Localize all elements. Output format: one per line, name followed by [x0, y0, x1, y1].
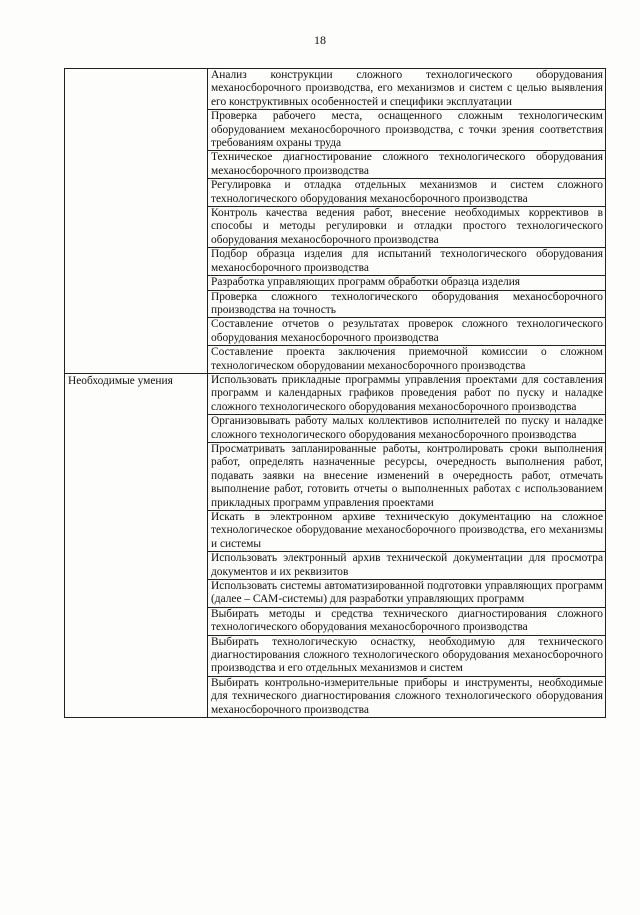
- requirement-item: Регулировка и отладка отдельных механизмов и систем сложного технологического оборудования механосборочного производства: [208, 179, 606, 207]
- requirement-item: Выбирать контрольно-измерительные приборы и инструменты, необходимые для технического диагностирования сложного технологического оборудования механосборочного производства: [208, 676, 606, 717]
- requirement-item: Контроль качества ведения работ, внесение необходимых коррективов в способы и методы регулировки и отладки простого технологического оборудования механосборочного производства: [208, 207, 606, 248]
- requirement-item: Проверка рабочего места, оснащенного сложным технологическим оборудованием механосборочного производства, с точки зрения соответствия требованиям охраны труда: [208, 110, 606, 151]
- requirement-item: Просматривать запланированные работы, контролировать сроки выполнения работ, определять назначенные ресурсы, очередность выполнения работ, подавать заявки на внесение изменений в очередность работ, отмечать выполнение работ, готовить отчеты о выполненных работах с использованием прикладных программ управления проектами: [208, 442, 606, 510]
- requirement-item: Использовать электронный архив технической документации для просмотра документов и их реквизитов: [208, 552, 606, 580]
- requirement-item: Использовать системы автоматизированной подготовки управляющих программ (далее – САМ-системы) для разработки управляющих программ: [208, 580, 606, 608]
- requirement-item: Использовать прикладные программы управления проектами для составления программ и календарных графиков проведения работ по пуску и наладке сложного технологического оборудования механосборочного производства: [208, 373, 606, 414]
- requirements-table-body: [65, 69, 606, 718]
- requirement-item: Подбор образца изделия для испытаний технологического оборудования механосборочного производства: [208, 248, 606, 276]
- requirement-item: Техническое диагностирование сложного технологического оборудования механосборочного производства: [208, 151, 606, 179]
- table-row: [65, 373, 606, 414]
- requirement-item: Составление проекта заключения приемочной комиссии о сложном технологическом оборудовании механосборочного производства: [208, 346, 606, 374]
- requirement-item: Составление отчетов о результатах проверок сложного технологического оборудования механосборочного производства: [208, 318, 606, 346]
- section-label: Необходимые умения: [68, 374, 173, 387]
- table-row: [65, 69, 606, 110]
- section-label-cell: [65, 373, 208, 717]
- requirement-item: Выбирать методы и средства технического диагностирования сложного технологического оборудования механосборочного производства: [208, 607, 606, 635]
- requirement-item: Разработка управляющих программ обработки образца изделия: [208, 276, 606, 290]
- requirement-item: Организовывать работу малых коллективов исполнителей по пуску и наладке сложного технологического оборудования механосборочного производства: [208, 415, 606, 443]
- requirement-item: Проверка сложного технологического оборудования механосборочного производства на точность: [208, 290, 606, 318]
- requirement-item: Выбирать технологическую оснастку, необходимую для технического диагностирования сложного технологического оборудования механосборочного производства и его отдельных механизмов и систем: [208, 635, 606, 676]
- requirement-item: Искать в электронном архиве техническую документацию на сложное технологическое оборудование механосборочного производства, его механизмы и системы: [208, 511, 606, 552]
- section-label-cell: [65, 69, 208, 374]
- requirement-item: Анализ конструкции сложного технологического оборудования механосборочного производства, его механизмов и систем с целью выявления его конструктивных особенностей и специфики эксплуатации: [208, 69, 606, 110]
- section-label: [68, 69, 205, 70]
- requirements-table: [64, 68, 606, 718]
- page-number: 18: [314, 33, 326, 47]
